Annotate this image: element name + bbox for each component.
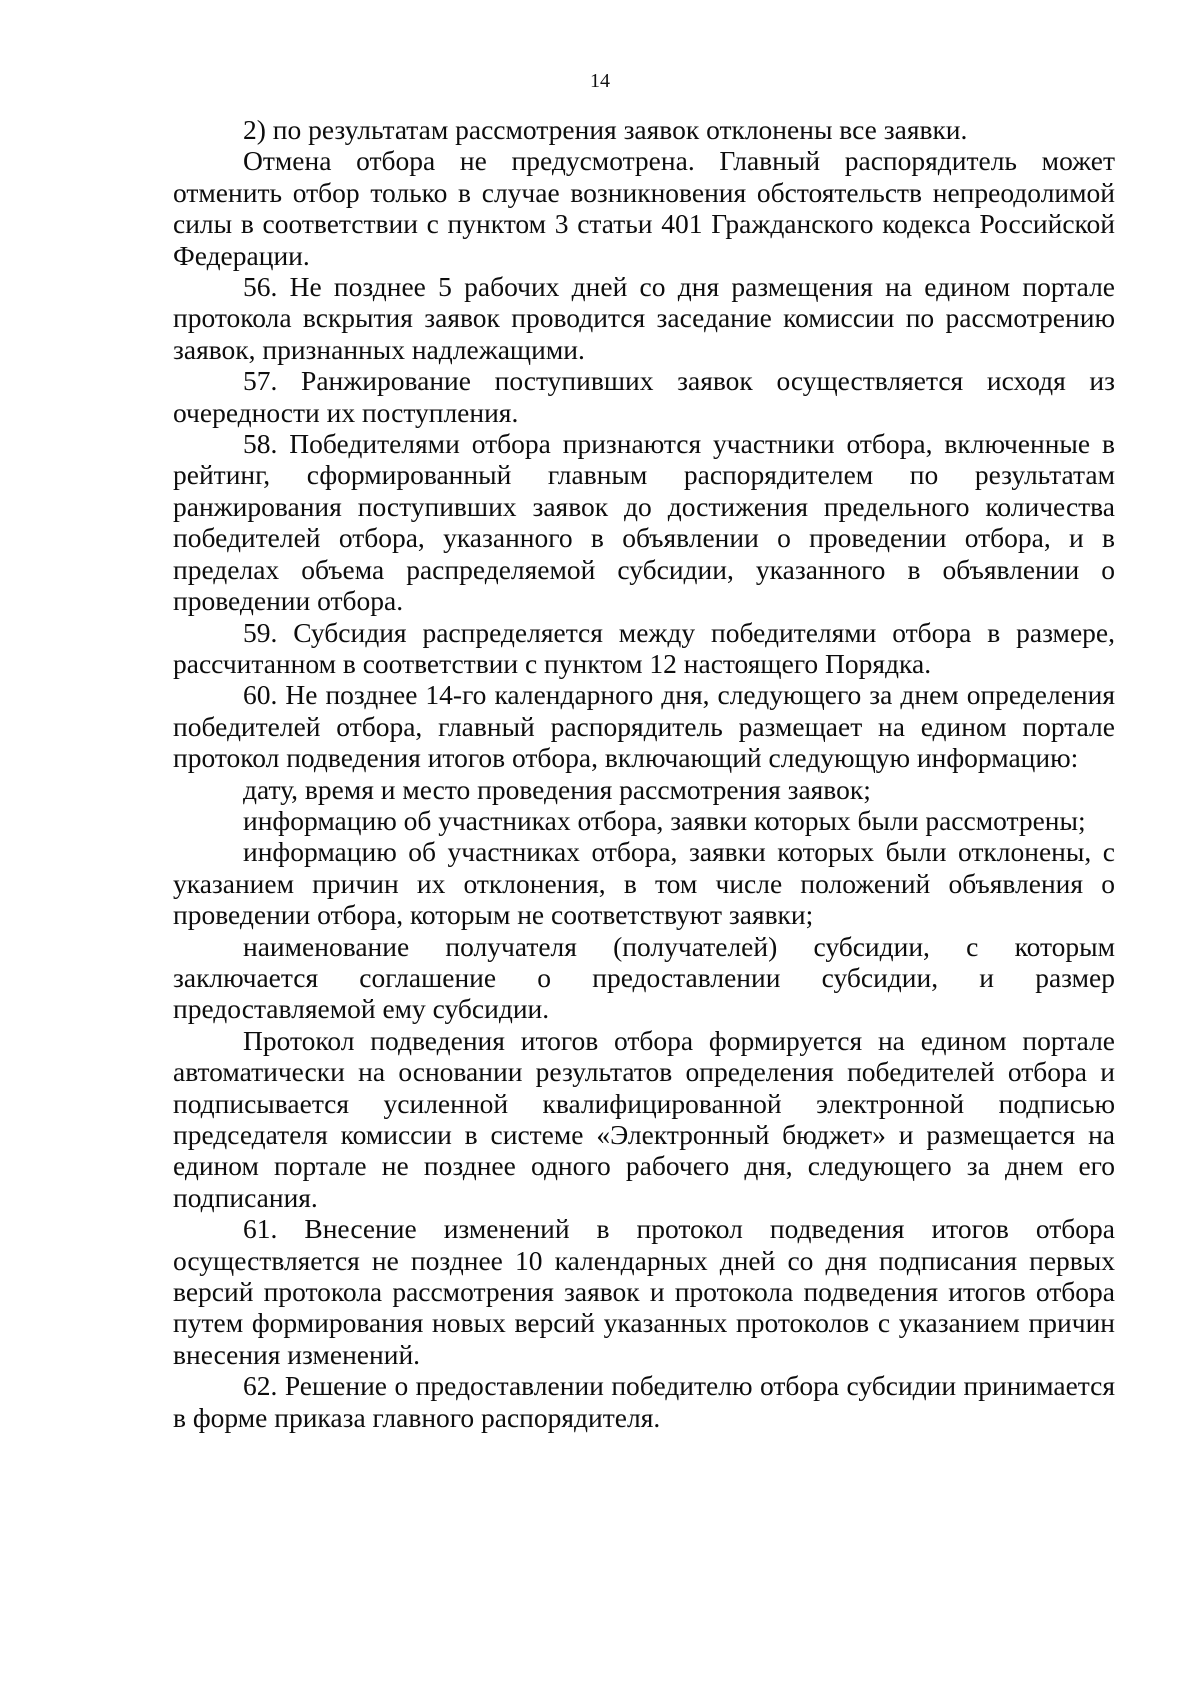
paragraph-item-2: 2) по результатам рассмотрения заявок отклонены все заявки. — [243, 114, 968, 145]
paragraph-61: 61. Внесение изменений в протокол подведения итогов отбора осуществляется не позднее 10 календарных дней со дня подписания первых версий протокола рассмотрения заявок и протокола подведения итогов отбора путем формирования новых версий указанных протоколов с указанием причин внесения изменений. — [173, 1213, 1115, 1370]
list-item-date-time-place: дату, время и место проведения рассмотрения заявок; — [243, 773, 871, 805]
page-number: 14 — [590, 70, 610, 92]
document-body — [173, 114, 1115, 1433]
paragraph-59: 59. Субсидия распределяется между победителями отбора в размере, рассчитанном в соответствии с пунктом 12 настоящего Порядка. — [173, 616, 1115, 679]
paragraph-62: 62. Решение о предоставлении победителю отбора субсидии принимается в форме приказа главного распорядителя. — [173, 1370, 1115, 1433]
paragraph-protocol-formation: Протокол подведения итогов отбора формируется на едином портале автоматически на основании результатов определения победителей отбора и подписывается усиленной квалифицированной электронной подписью председателя комиссии в системе «Электронный бюджет» и размещается на едином портале не позднее одного рабочего дня, следующего за днем его подписания. — [173, 1024, 1115, 1213]
list-item-recipient-name: наименование получателя (получателей) субсидии, с которым заключается соглашение о предоставлении субсидии, и размер предоставляемой ему субсидии. — [173, 930, 1115, 1025]
paragraph-57: 57. Ранжирование поступивших заявок осуществляется исходя из очередности их поступления. — [173, 365, 1115, 428]
list-item-participants-reviewed: информацию об участниках отбора, заявки которых были рассмотрены; — [243, 804, 1086, 836]
paragraph-cancellation: Отмена отбора не предусмотрена. Главный распорядитель может отменить отбор только в случае возникновения обстоятельств непреодолимой силы в соответствии с пунктом 3 статьи 401 Гражданского кодекса Российской Федерации. — [173, 145, 1115, 271]
paragraph-56: 56. Не позднее 5 рабочих дней со дня размещения на едином портале протокола вскрытия заявок проводится заседание комиссии по рассмотрению заявок, признанных надлежащими. — [173, 271, 1115, 365]
list-item-participants-rejected: информацию об участниках отбора, заявки которых были отклонены, с указанием причин их отклонения, в том числе положений объявления о проведении отбора, которым не соответствуют заявки; — [173, 836, 1115, 931]
paragraph-60: 60. Не позднее 14-го календарного дня, следующего за днем определения победителей отбора, главный распорядитель размещает на едином портале протокол подведения итогов отбора, включающий следующую информацию: — [173, 679, 1115, 774]
paragraph-58: 58. Победителями отбора признаются участники отбора, включенные в рейтинг, сформированный главным распорядителем по результатам ранжирования поступивших заявок до достижения предельного количества победителей отбора, указанного в объявлении о проведении отбора, и в пределах объема распределяемой субсидии, указанного в объявлении о проведении отбора. — [173, 428, 1115, 617]
